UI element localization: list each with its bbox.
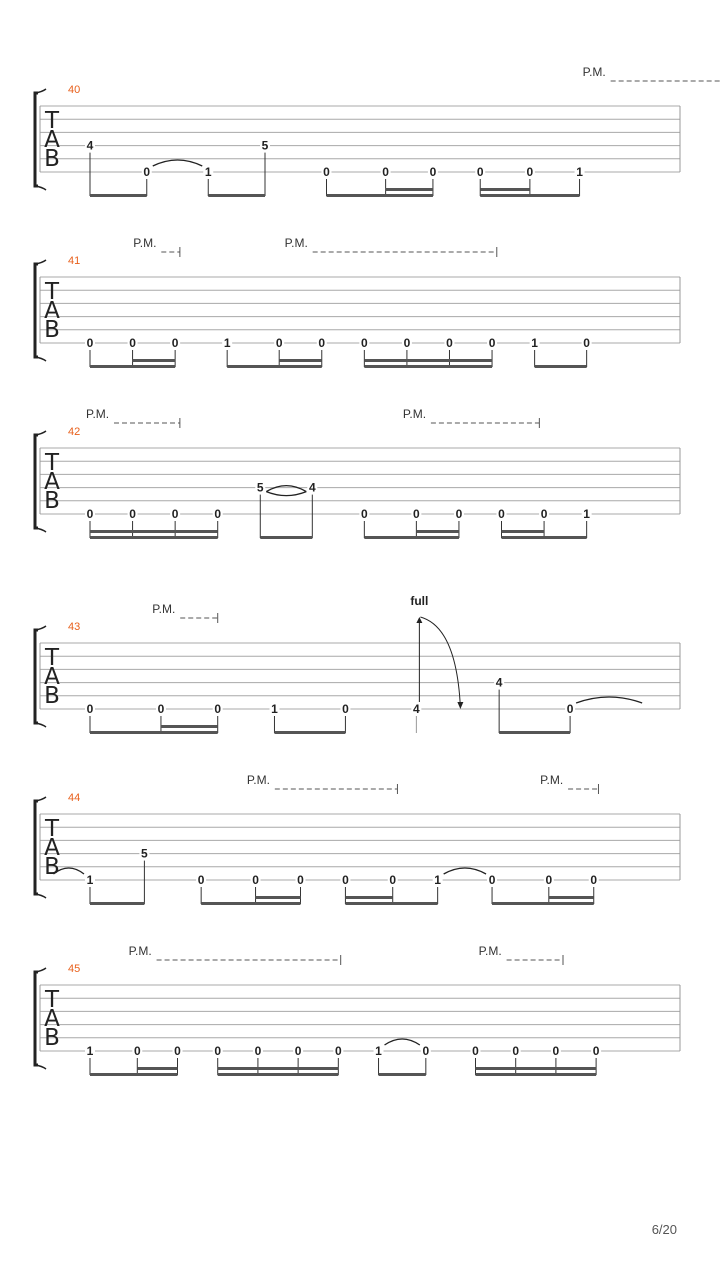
fret-number: 1 (531, 336, 538, 350)
beam (327, 194, 433, 197)
palm-mute-marking (540, 773, 598, 794)
page-number: 6/20 (651, 1222, 677, 1237)
beam-secondary (364, 359, 492, 362)
palm-mute-label: P.M. (540, 773, 564, 787)
palm-mute-label: P.M. (86, 407, 110, 421)
beam-secondary (256, 896, 301, 899)
fret-number: 1 (86, 1044, 94, 1058)
fret-number: 0 (133, 1044, 141, 1058)
fret-number: 1 (86, 873, 94, 887)
slur (266, 486, 306, 492)
palm-mute-marking (403, 407, 539, 428)
bracket-hook-top (35, 260, 46, 264)
fret-number: 0 (143, 165, 151, 179)
bracket-hook-bottom (35, 1065, 46, 1069)
staff-bracket (35, 972, 38, 1065)
beam-secondary (218, 1067, 339, 1070)
beam-secondary (90, 530, 218, 533)
fret-number: 0 (214, 1044, 222, 1058)
fret-number: 0 (294, 1044, 302, 1058)
beam (345, 902, 437, 905)
palm-mute-marking (152, 602, 217, 623)
bracket-hook-top (35, 968, 46, 972)
slur (444, 868, 486, 874)
beam (364, 536, 459, 539)
fret-number: 0 (86, 336, 94, 350)
fret-number: 0 (252, 873, 259, 887)
fret-number: 5 (256, 480, 264, 495)
staff-bracket (35, 801, 38, 894)
fret-number: 0 (526, 165, 534, 179)
staff-system-45 (35, 944, 680, 1076)
beam (90, 194, 147, 197)
slur (385, 1039, 420, 1045)
staff-bracket (35, 630, 38, 723)
fret-number: 0 (86, 702, 94, 716)
fret-number: 0 (413, 507, 420, 521)
fret-number: 0 (566, 702, 574, 716)
fret-number: 0 (360, 507, 368, 521)
bracket-hook-bottom (35, 894, 46, 898)
slur (153, 160, 202, 166)
fret-number: 0 (512, 1044, 520, 1058)
fret-number: 1 (204, 165, 212, 179)
fret-number: 1 (583, 507, 590, 521)
tab-clef-letter: T (44, 450, 60, 476)
release-arrowhead-icon (457, 702, 463, 709)
fret-number: 0 (422, 1044, 430, 1058)
beam-secondary (502, 530, 545, 533)
tab-clef-letter: A (44, 1006, 60, 1032)
fret-number: 0 (171, 507, 179, 521)
palm-mute-label: P.M. (152, 602, 176, 616)
tab-clef-letter: B (44, 1025, 60, 1051)
palm-mute-label: P.M. (246, 773, 270, 787)
bracket-hook-bottom (35, 723, 46, 727)
staff-system-40 (35, 65, 720, 197)
tab-clef-letter: A (44, 127, 60, 153)
fret-number: 0 (129, 336, 136, 350)
fret-number: 5 (141, 846, 148, 861)
tab-clef-letter: B (44, 317, 60, 343)
slur (576, 697, 642, 703)
tab-clef-letter: A (44, 298, 60, 324)
fret-number: 0 (342, 702, 349, 716)
beam (218, 1073, 339, 1076)
beam-secondary (345, 896, 392, 899)
beam (475, 1073, 596, 1076)
beam (201, 902, 300, 905)
staff-bracket (35, 435, 38, 528)
fret-number: 1 (375, 1044, 382, 1058)
fret-number: 5 (261, 138, 269, 153)
fret-number: 4 (413, 702, 420, 716)
fret-number: 0 (323, 165, 330, 179)
tab-clef-letter: B (44, 488, 60, 514)
palm-mute-marking (247, 773, 398, 794)
tab-clef-letter: B (44, 146, 60, 172)
beam-secondary (137, 1067, 177, 1070)
fret-number: 0 (171, 336, 179, 350)
beam-secondary (279, 359, 322, 362)
beam (535, 365, 587, 368)
fret-number: 0 (86, 507, 94, 521)
fret-number: 0 (382, 165, 389, 179)
beam-secondary (416, 530, 459, 533)
fret-number: 0 (254, 1044, 262, 1058)
bracket-hook-bottom (35, 186, 46, 190)
tab-clef-letter: B (44, 683, 60, 709)
beam-secondary (133, 359, 176, 362)
fret-number: 0 (403, 336, 411, 350)
beam (90, 1073, 178, 1076)
fret-number: 0 (446, 336, 453, 350)
beam (90, 536, 218, 539)
bracket-hook-top (35, 431, 46, 435)
measure-number: 40 (68, 84, 81, 96)
fret-number: 0 (583, 336, 590, 350)
fret-number: 0 (318, 336, 326, 350)
palm-mute-marking (133, 236, 180, 257)
beam (90, 902, 144, 905)
fret-number: 0 (476, 165, 484, 179)
fret-number: 0 (157, 702, 165, 716)
beam (208, 194, 265, 197)
beam (90, 731, 218, 734)
fret-number: 4 (86, 138, 94, 153)
beam (502, 536, 587, 539)
fret-number: 0 (429, 165, 437, 179)
fret-number: 1 (223, 336, 231, 350)
staff-bracket (35, 93, 38, 186)
slur (266, 492, 306, 496)
fret-number: 0 (214, 702, 222, 716)
beam (364, 365, 492, 368)
fret-number: 0 (174, 1044, 181, 1058)
fret-number: 1 (271, 702, 278, 716)
measure-number: 44 (68, 792, 81, 804)
fret-number: 1 (576, 165, 583, 179)
fret-number: 0 (592, 1044, 600, 1058)
beam (90, 365, 175, 368)
measure-number: 45 (68, 963, 81, 975)
bracket-hook-bottom (35, 528, 46, 532)
staff-system-42 (35, 407, 680, 539)
fret-number: 0 (455, 507, 463, 521)
fret-number: 0 (214, 507, 222, 521)
palm-mute-marking (583, 65, 720, 86)
palm-mute-label: P.M. (478, 944, 502, 958)
bracket-hook-top (35, 626, 46, 630)
beam (492, 902, 594, 905)
staff-system-43 (35, 594, 680, 734)
fret-number: 0 (342, 873, 349, 887)
tab-clef-letter: T (44, 645, 60, 671)
palm-mute-label: P.M. (582, 65, 606, 79)
beam-secondary (480, 188, 530, 191)
tab-clef-letter: A (44, 469, 60, 495)
bracket-hook-top (35, 89, 46, 93)
staff-system-44 (35, 773, 680, 905)
beam (227, 365, 322, 368)
bend-marking (410, 594, 463, 709)
tab-clef-letter: A (44, 664, 60, 690)
fret-number: 0 (488, 873, 496, 887)
staff-bracket (35, 264, 38, 357)
beam-secondary (386, 188, 433, 191)
palm-mute-label: P.M. (284, 236, 308, 250)
measure-number: 42 (68, 426, 81, 438)
tab-clef-letter: T (44, 108, 60, 134)
tab-clef-letter: B (44, 854, 60, 880)
fret-number: 0 (472, 1044, 479, 1058)
tab-clef-letter: T (44, 816, 60, 842)
fret-number: 0 (129, 507, 136, 521)
fret-number: 0 (590, 873, 598, 887)
bracket-hook-top (35, 797, 46, 801)
palm-mute-label: P.M. (133, 236, 157, 250)
beam-secondary (475, 1067, 596, 1070)
fret-number: 0 (540, 507, 548, 521)
fret-number: 0 (297, 873, 304, 887)
tab-clef-letter: T (44, 987, 60, 1013)
tab-clef-letter: T (44, 279, 60, 305)
fret-number: 1 (434, 873, 441, 887)
measure-number: 41 (68, 255, 81, 267)
beam-secondary (161, 725, 218, 728)
tab-clef-letter: A (44, 835, 60, 861)
fret-number: 4 (308, 480, 316, 495)
beam-secondary (549, 896, 594, 899)
fret-number: 0 (552, 1044, 560, 1058)
fret-number: 0 (334, 1044, 342, 1058)
palm-mute-marking (479, 944, 563, 965)
palm-mute-label: P.M. (402, 407, 427, 421)
fret-number: 0 (498, 507, 505, 521)
fret-number: 4 (495, 675, 503, 690)
bend-amount-label: full (410, 594, 429, 608)
beam (480, 194, 579, 197)
staff-system-41 (35, 236, 680, 368)
bend-release-curve (420, 617, 460, 707)
fret-number: 0 (275, 336, 283, 350)
palm-mute-marking (285, 236, 497, 257)
fret-number: 0 (360, 336, 368, 350)
palm-mute-marking (86, 407, 180, 428)
measure-number: 43 (68, 621, 81, 633)
fret-number: 0 (197, 873, 205, 887)
beam (260, 536, 312, 539)
fret-number: 0 (545, 873, 553, 887)
fret-number: 0 (389, 873, 397, 887)
palm-mute-label: P.M. (128, 944, 152, 958)
beam (274, 731, 345, 734)
fret-number: 0 (488, 336, 496, 350)
beam (499, 731, 570, 734)
beam (379, 1073, 426, 1076)
bracket-hook-bottom (35, 357, 46, 361)
bend-arrowhead-icon (416, 617, 422, 623)
palm-mute-marking (129, 944, 341, 965)
